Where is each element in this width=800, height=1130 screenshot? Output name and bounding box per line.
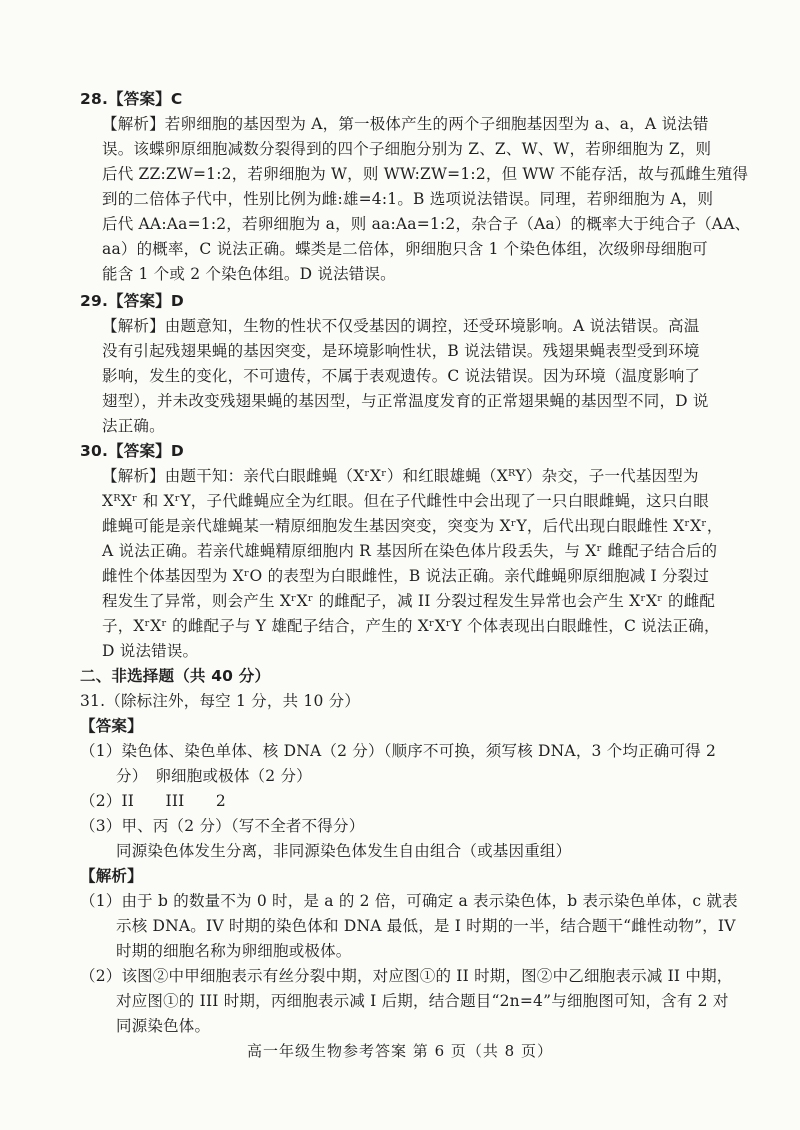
answer-30-heading: 30.【答案】D	[80, 442, 184, 460]
explanation-label: 【解析】	[80, 867, 143, 885]
explanation-line: 【解析】由题意知，生物的性状不仅受基因的调控，还受环境影响。A 说法错误。高温	[102, 317, 700, 335]
explanation-line: （2）该图②中甲细胞表示有丝分裂中期，对应图①的 II 时期，图②中乙细胞表示减 II 中期，	[80, 967, 733, 985]
explanation-line: 翅型），并未改变残翅果蝇的基因型，与正常温度发育的正常翅果蝇的基因型不同，D 说	[102, 392, 709, 410]
explanation-line: 同源染色体。	[116, 1017, 211, 1035]
explanation-line: 对应图①的 III 时期，丙细胞表示减 I 后期，结合题目“2n=4”与细胞图可知，含有 2 对	[116, 992, 729, 1010]
explanation-line: 雌性个体基因型为 XʳO 的表型为白眼雌性，B 说法正确。亲代雌蝇卵原细胞减 I 分裂过	[102, 567, 710, 585]
explanation-line: 影响，发生的变化，不可遗传，不属于表观遗传。C 说法错误。因为环境（温度影响了	[102, 367, 701, 385]
explanation-line: 后代 ZZ:ZW=1:2，若卵细胞为 W，则 WW:ZW=1:2，但 WW 不能存活，故与孤雌生殖得	[102, 165, 749, 183]
answer-line: （3）甲、丙（2 分）（写不全者不得分）	[80, 817, 365, 835]
answer-label: 【答案】	[80, 717, 143, 735]
explanation-line: 没有引起残翅果蝇的基因突变，是环境影响性状，B 说法错误。残翅果蝇表型受到环境	[102, 342, 700, 360]
page-footer: 高一年级生物参考答案 第 6 页（共 8 页）	[247, 1042, 553, 1060]
explanation-line: 误。该蝶卵原细胞减数分裂得到的四个子细胞分别为 Z、Z、W、W，若卵细胞为 Z，则	[102, 140, 712, 158]
explanation-line: 【解析】由题干知：亲代白眼雌蝇（XʳXʳ）和红眼雄蝇（XᴿY）杂交，子一代基因型为	[102, 467, 699, 485]
explanation-line: 雌蝇可能是亲代雄蝇某一精原细胞发生基因突变，突变为 XʳY，后代出现白眼雌性 XʳXʳ，	[102, 517, 723, 535]
answer-28-heading: 28.【答案】C	[80, 90, 183, 108]
answer-line: （2）II III 2	[80, 792, 226, 810]
answer-29-heading: 29.【答案】D	[80, 292, 184, 310]
explanation-line: 示核 DNA。IV 时期的染色体和 DNA 最低，是 I 时期的一半，结合题干“雌性动物”，IV	[116, 917, 736, 935]
explanation-line: 程发生了异常，则会产生 XʳXʳ 的雌配子，减 II 分裂过程发生异常也会产生 XʳXʳ 的雌配	[102, 592, 716, 610]
explanation-line: D 说法错误。	[102, 642, 199, 660]
answer-line: 同源染色体发生分离，非同源染色体发生自由组合（或基因重组）	[116, 842, 572, 860]
explanation-line: XᴿXʳ 和 XʳY，子代雌蝇应全为红眼。但在子代雌性中会出现了一只白眼雌蝇，这只白眼	[102, 492, 709, 510]
explanation-line: 到的二倍体子代中，性别比例为雌:雄=4:1。B 选项说法错误。同理，若卵细胞为 A，则	[102, 190, 714, 208]
explanation-line: 法正确。	[102, 417, 165, 435]
explanation-line: A 说法正确。若亲代雄蝇精原细胞内 R 基因所在染色体片段丢失，与 Xʳ 雌配子结合后的	[102, 542, 718, 560]
explanation-line: 子，XʳXʳ 的雌配子与 Y 雄配子结合，产生的 XʳXʳY 个体表现出白眼雌性，C 说法正确，	[102, 617, 720, 635]
explanation-line: 能含 1 个或 2 个染色体组。D 说法错误。	[102, 265, 396, 283]
explanation-line: （1）由于 b 的数量不为 0 时，是 a 的 2 倍，可确定 a 表示染色体，b 表示染色单体，c 就表	[80, 892, 738, 910]
answer-line: （1）染色体、染色单体、核 DNA（2 分）（顺序不可换，须写核 DNA，3 个均正确可得 2	[80, 742, 717, 760]
question-31-heading: 31.（除标注外，每空 1 分，共 10 分）	[80, 692, 361, 710]
explanation-line: aa）的概率，C 说法正确。蝶类是二倍体，卵细胞只含 1 个染色体组，次级卵母细胞可	[102, 240, 708, 258]
explanation-line: 【解析】若卵细胞的基因型为 A，第一极体产生的两个子细胞基因型为 a、a，A 说法错	[102, 115, 709, 133]
explanation-line: 后代 AA:Aa=1:2，若卵细胞为 a，则 aa:Aa=1:2，杂合子（Aa）的概率大于纯合子（AA、	[102, 215, 751, 233]
section-heading: 二、非选择题（共 40 分）	[80, 667, 271, 685]
answer-line: 分） 卵细胞或极体（2 分）	[116, 767, 312, 785]
explanation-line: 时期的细胞名称为卵细胞或极体。	[116, 942, 352, 960]
